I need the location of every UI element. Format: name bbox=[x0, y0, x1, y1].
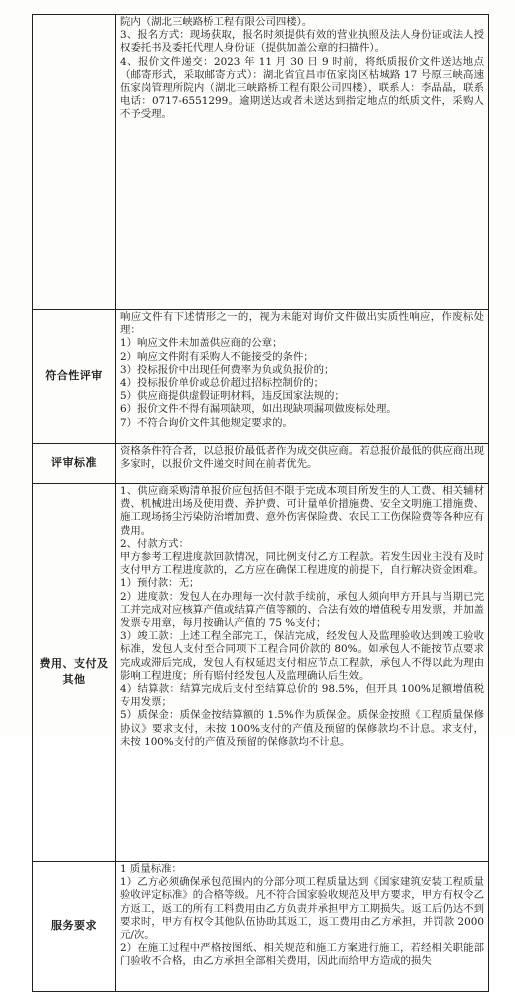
paragraph: 5）供应商提供虚假证明材料，违反国家法规的； bbox=[120, 390, 345, 403]
paragraph: 3）投标报价中出现任何费率为负或负报价的； bbox=[120, 363, 335, 376]
paragraph: 7）不符合询价文件其他规定要求的。 bbox=[120, 416, 293, 429]
row-content bbox=[116, 862, 489, 992]
table-row bbox=[33, 484, 489, 862]
row-label bbox=[33, 15, 116, 310]
table-row bbox=[33, 310, 489, 444]
paragraph: 1、供应商采购清单报价应包括但不限于完成本项目所发生的人工费、相关辅材费、机械进出场及使用费、养护费、可计量单价措施费、安全文明施工措施费、施工现场扬尘污染防治增加费、意外伤害保险费、农民工工伤保险费等各种应有费用。 bbox=[120, 485, 484, 537]
row-content bbox=[116, 15, 489, 310]
row-label: 服务要求 bbox=[33, 862, 116, 992]
paragraph: 3、报名方式：现场获取，报名时须提供有效的营业执照及法人身份证或法人授权委托书及委托代理人身份证（提供加盖公章的扫描件）。 bbox=[120, 29, 484, 55]
row-content bbox=[116, 310, 489, 444]
paragraph: 资格条件符合者，以总报价最低者作为成交供应商。若总报价最低的供应商出现多家时，以报价文件递交时间在前者优先。 bbox=[120, 445, 484, 471]
paragraph: 甲方参考工程进度款回款情况，同比例支付乙方工程款。若发生因业主没有及时支付甲方工程进度款的，乙方应在确保工程进度的前提下，自行解决资金困难。 bbox=[120, 551, 484, 577]
table-row bbox=[33, 444, 489, 484]
paragraph: 4）投标报价单价或总价超过招标控制价的； bbox=[120, 377, 325, 390]
paragraph: 1 质量标准： bbox=[120, 863, 182, 875]
paragraph: 2）进度款：发包人在办理每一次付款手续前，承包人须向甲方开具与当期已完工并完成对应核算产值或结算产值等额的、合法有效的增值税专用发票，并加盖发票专用章，每月按确认产值的 75 %支付； bbox=[120, 590, 484, 630]
paragraph: 6）报价文件不得有漏项缺项，如出现缺项漏项做废标处理。 bbox=[120, 403, 397, 416]
paragraph: 4、报价文件递交：2023 年 11 月 30 日 9 时前，将纸质报价文件送达地点（邮寄形式，采取邮寄方式）：湖北省宜昌市伍家岗区枯城路 17 号原三峡高速伍家岗管理所院内（湖北三峡路桥工程有限公司四楼），联系人：李晶晶，联系电话：0717-6551299。逾期送达或者未送达到指定地点的纸质文件，采购人不予受理。 bbox=[120, 55, 484, 121]
paragraph: 2）响应文件附有采购人不能接受的条件； bbox=[120, 350, 314, 363]
table-row bbox=[33, 862, 489, 992]
paragraph: 1）响应文件未加盖供应商的公章； bbox=[120, 337, 283, 350]
row-content bbox=[116, 444, 489, 484]
paragraph: 3）竣工款：上述工程全部完工，保洁完成，经发包人及监理验收达到竣工验收标准，发包人支付至合同项下工程合同价款的 80%。如承包人不能按节点要求完成或滞后完成，发包人有权延迟支付相应节点工程款，承包人不得以此为理由影响工程进度；所有赔付经发包人及监理确认后生效。 bbox=[120, 630, 484, 682]
paragraph: 1）预付款：无； bbox=[120, 577, 200, 590]
paragraph: 5）质保金：质保金按结算额的 1.5%作为质保金。质保金按照《工程质量保修协议》要求支付，未按 100%支付的产值及预留的保修款均不计息。求支付，未按 100%支付的产值及预留的保修款均不计息。 bbox=[120, 709, 484, 748]
row-label: 符合性评审 bbox=[33, 310, 116, 444]
paragraph: 院内（湖北三峡路桥工程有限公司四楼）。 bbox=[120, 16, 313, 28]
paragraph: 1）乙方必须确保承包范围内的分部分项工程质量达到《国家建筑安装工程质量验收评定标准》的合格等级。凡不符合国家验收规范及甲方要求，甲方有权令乙方返工，返工的所有工料费用由乙方负责并承担甲方工期损失。返工后仍达不到要求时，甲方有权令其他队伍协助其返工，返工费用由乙方承担，并罚款 2000 元/次。 bbox=[120, 876, 484, 942]
paragraph: 2）在施工过程中严格按图纸、相关规范和施工方案进行施工，若经相关职能部门验收不合格，由乙方承担全部相关费用，因此而给甲方造成的损失 bbox=[120, 942, 484, 968]
row-label: 费用、支付及其他 bbox=[33, 484, 116, 862]
row-content bbox=[116, 484, 489, 862]
paragraph: 4）结算款：结算完成后支付至结算总价的 98.5%，但开具 100%足额增值税专用发票； bbox=[120, 683, 484, 709]
table-row bbox=[33, 15, 489, 310]
procurement-table bbox=[32, 14, 489, 992]
paragraph: 2、付款方式： bbox=[120, 537, 189, 550]
paragraph: 响应文件有下述情形之一的，视为未能对询价文件做出实质性响应，作废标处理： bbox=[120, 311, 484, 337]
row-label: 评审标准 bbox=[33, 444, 116, 484]
